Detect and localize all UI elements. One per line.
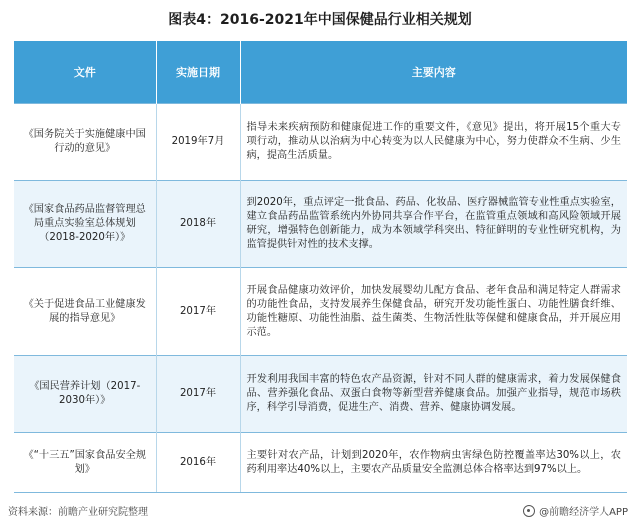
table-row: [14, 433, 627, 493]
cell-content: 指导未来疾病预防和健康促进工作的重要文件，《意见》提出，将开展15个重大专项行动，推动从以治病为中心转变为以人民健康为中心，努力使群众不生病、少生病，提高生活质量。: [240, 104, 627, 181]
source-note: 资料来源：前瞻产业研究院整理: [8, 507, 148, 518]
cell-date: 2017年: [156, 356, 240, 433]
cell-content: 到2020年，重点评定一批食品、药品、化妆品、医疗器械监管专业性重点实验室，建立食品药品监管系统内外协同共享合作平台，在监管重点领域和高风险领域开展研究，增强特色创新能力，成为本领域学科突出、特征鲜明的专业性研究机构，为监管提供针对性的技术支撑。: [240, 181, 627, 268]
header-document: 文件: [14, 41, 156, 104]
cell-document: 《国务院关于实施健康中国行动的意见》: [14, 104, 156, 181]
qianzhan-logo-icon: [523, 505, 535, 517]
table-row: [14, 268, 627, 356]
cell-document: 《“十三五”国家食品安全规划》: [14, 433, 156, 493]
cell-document: 《国家食品药品监督管理总局重点实验室总体规划（2018-2020年）》: [14, 181, 156, 268]
cell-content: 主要针对农产品，计划到2020年，农作物病虫害绿色防控覆盖率达30%以上，农药利用率达40%以上，主要农产品质量安全监测总体合格率达到97%以上。: [240, 433, 627, 493]
cell-date: 2018年: [156, 181, 240, 268]
table-row: [14, 356, 627, 433]
brand-label: @前瞻经济学人APP: [539, 507, 628, 518]
header-content: 主要内容: [240, 41, 627, 104]
cell-date: 2019年7月: [156, 104, 240, 181]
brand-watermark: [523, 503, 628, 518]
cell-content: 开发利用我国丰富的特色农产品资源，针对不同人群的健康需求，着力发展保健食品、营养强化食品、双蛋白食物等新型营养健康食品。加强产业指导，规范市场秩序，科学引导消费，促进生产、消费、营养、健康协调发展。: [240, 356, 627, 433]
table-row: [14, 104, 627, 181]
header-date: 实施日期: [156, 41, 240, 104]
table-row: [14, 181, 627, 268]
policy-table: [14, 41, 627, 493]
chart-title: 图表4：2016-2021年中国保健品行业相关规划: [168, 12, 472, 28]
cell-document: 《国民营养计划（2017-2030年）》: [14, 356, 156, 433]
cell-content: 开展食品健康功效评价，加快发展婴幼儿配方食品、老年食品和满足特定人群需求的功能性食品，支持发展养生保健食品，研究开发功能性蛋白、功能性膳食纤维、功能性糖原、功能性油脂、益生菌类、生物活性肽等保健和健康食品，并开展应用示范。: [240, 268, 627, 356]
table-header-row: [14, 41, 627, 104]
cell-document: 《关于促进食品工业健康发展的指导意见》: [14, 268, 156, 356]
cell-date: 2017年: [156, 268, 240, 356]
cell-date: 2016年: [156, 433, 240, 493]
